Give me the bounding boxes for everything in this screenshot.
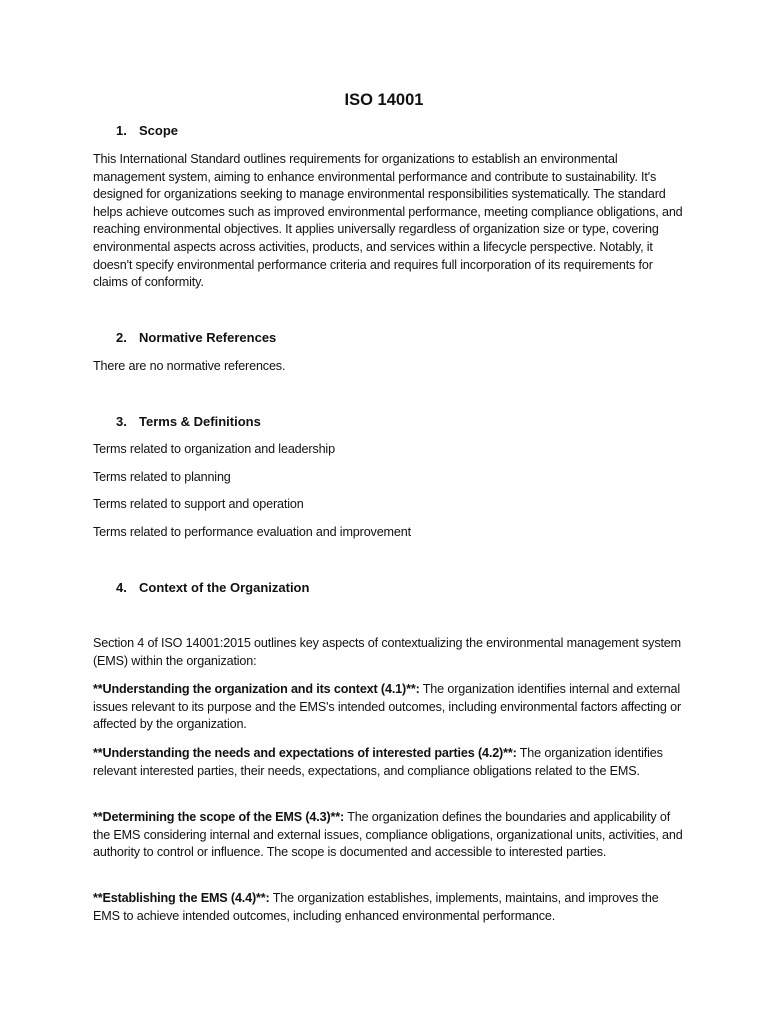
normative-references-paragraph: There are no normative references. (93, 359, 286, 373)
context-point-paragraph (93, 681, 683, 734)
terms-list-item: Terms related to performance evaluation and improvement (93, 525, 411, 539)
section-title: Scope (139, 123, 179, 138)
section-number: 2. (116, 330, 127, 345)
context-point-paragraph (93, 809, 683, 862)
context-point-text: The organization establishes, implements, maintains, and improves the EMS to achieve intended outcomes, including enhanced environmental performance. (93, 891, 659, 923)
context-point-paragraph (93, 745, 683, 780)
context-point-label: **Understanding the needs and expectations of interested parties (4.2)**: (93, 746, 517, 760)
section-number: 4. (116, 580, 127, 595)
context-point-label: **Determining the scope of the EMS (4.3)**: (93, 810, 345, 824)
section-heading-normative-references (116, 329, 276, 347)
section-heading-scope (116, 122, 178, 140)
scope-paragraph: This International Standard outlines requirements for organizations to establish an environmental management system, aiming to enhance environmental performance and contribute to sustainability. It's designed for organizations seeking to manage environmental responsibilities systematically. The standard helps achieve outcomes such as improved environmental performance, meeting compliance obligations, and reaching environmental objectives. It applies universally regardless of organization size or type, covering environmental aspects across activities, products, and services within a lifecycle perspective. Notably, it doesn't specify environmental performance criteria and requires full incorporation of its requirements for claims of conformity. (93, 152, 683, 290)
section-title: Terms & Definitions (139, 414, 261, 429)
context-point-text: The organization defines the boundaries and applicability of the EMS considering internal and external issues, compliance obligations, organizational units, activities, and authority to control or influence. The scope is documented and accessible to interested parties. (93, 810, 683, 860)
section-heading-context (116, 579, 309, 597)
context-point-label: **Establishing the EMS (4.4)**: (93, 891, 270, 905)
section-heading-terms-definitions (116, 413, 261, 431)
context-point-text: The organization identifies relevant interested parties, their needs, expectations, and compliance obligations related to the EMS. (93, 746, 663, 778)
terms-list-item: Terms related to organization and leadership (93, 442, 335, 456)
terms-list-item: Terms related to planning (93, 470, 231, 484)
section-title: Normative References (139, 330, 277, 345)
section-title: Context of the Organization (139, 580, 310, 595)
section-number: 1. (116, 123, 127, 138)
context-intro-paragraph: Section 4 of ISO 14001:2015 outlines key aspects of contextualizing the environmental management system (EMS) within the organization: (93, 636, 682, 668)
document-title: ISO 14001 (344, 91, 424, 109)
context-point-text: The organization identifies internal and external issues relevant to its purpose and the EMS's intended outcomes, including environmental factors affecting or affected by the organization. (93, 682, 682, 732)
terms-list-item: Terms related to support and operation (93, 497, 304, 511)
section-number: 3. (116, 414, 127, 429)
context-point-paragraph (93, 890, 683, 925)
context-point-label: **Understanding the organization and its context (4.1)**: (93, 682, 420, 696)
